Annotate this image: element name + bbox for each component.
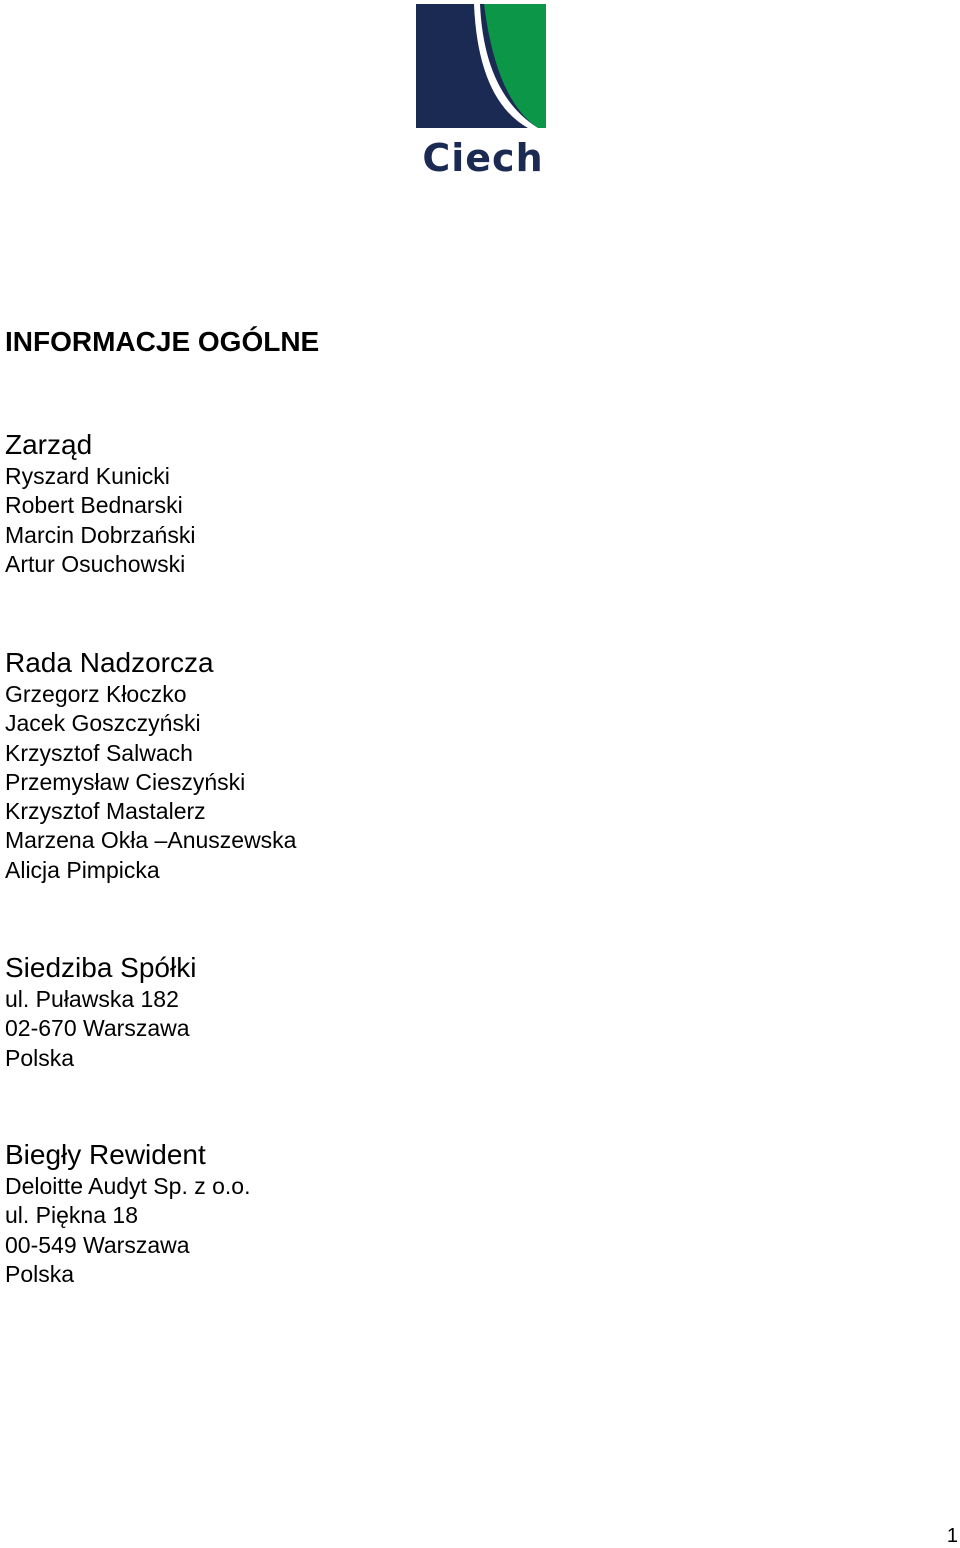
- supervisory-board-member: Krzysztof Salwach: [5, 739, 193, 766]
- supervisory-board-member: Krzysztof Mastalerz: [5, 798, 206, 825]
- management-board-section: [5, 428, 195, 579]
- supervisory-board-title: Rada Nadzorcza: [5, 647, 214, 678]
- auditor-address-line: 00-549 Warszawa: [5, 1231, 190, 1258]
- management-board-title: Zarząd: [5, 429, 93, 460]
- supervisory-board-member: Alicja Pimpicka: [5, 856, 160, 883]
- supervisory-board-member: Jacek Goszczyński: [5, 710, 201, 737]
- logo-wordmark: Ciech: [422, 136, 544, 180]
- page-title: INFORMACJE OGÓLNE: [5, 326, 320, 357]
- headquarters-title: Siedziba Spółki: [5, 952, 197, 983]
- headquarters-address-line: ul. Puławska 182: [5, 986, 179, 1012]
- ciech-logo-mark: [416, 4, 550, 132]
- auditor-address-line: Polska: [5, 1260, 75, 1287]
- headquarters-address-line: Polska: [5, 1044, 75, 1071]
- auditor-section: [5, 1138, 250, 1289]
- headquarters-address-line: 02-670 Warszawa: [5, 1015, 190, 1042]
- headquarters-section: [5, 951, 196, 1073]
- auditor-address-line: ul. Piękna 18: [5, 1202, 138, 1229]
- auditor-address-line: Deloitte Audyt Sp. z o.o.: [5, 1173, 251, 1199]
- management-board-member: Ryszard Kunicki: [5, 463, 170, 489]
- page-number: 1: [946, 1525, 958, 1547]
- management-board-member: Robert Bednarski: [5, 492, 183, 519]
- management-board-member: Artur Osuchowski: [5, 550, 186, 577]
- logo-navy-block: [416, 4, 482, 128]
- supervisory-board-member: Przemysław Cieszyński: [5, 768, 246, 795]
- management-board-member: Marcin Dobrzański: [5, 521, 196, 548]
- ciech-logo: [416, 4, 550, 180]
- supervisory-board-member: Marzena Okła –Anuszewska: [5, 827, 297, 854]
- supervisory-board-member: Grzegorz Kłoczko: [5, 681, 187, 707]
- supervisory-board-section: [5, 646, 296, 885]
- auditor-title: Biegły Rewident: [5, 1139, 206, 1170]
